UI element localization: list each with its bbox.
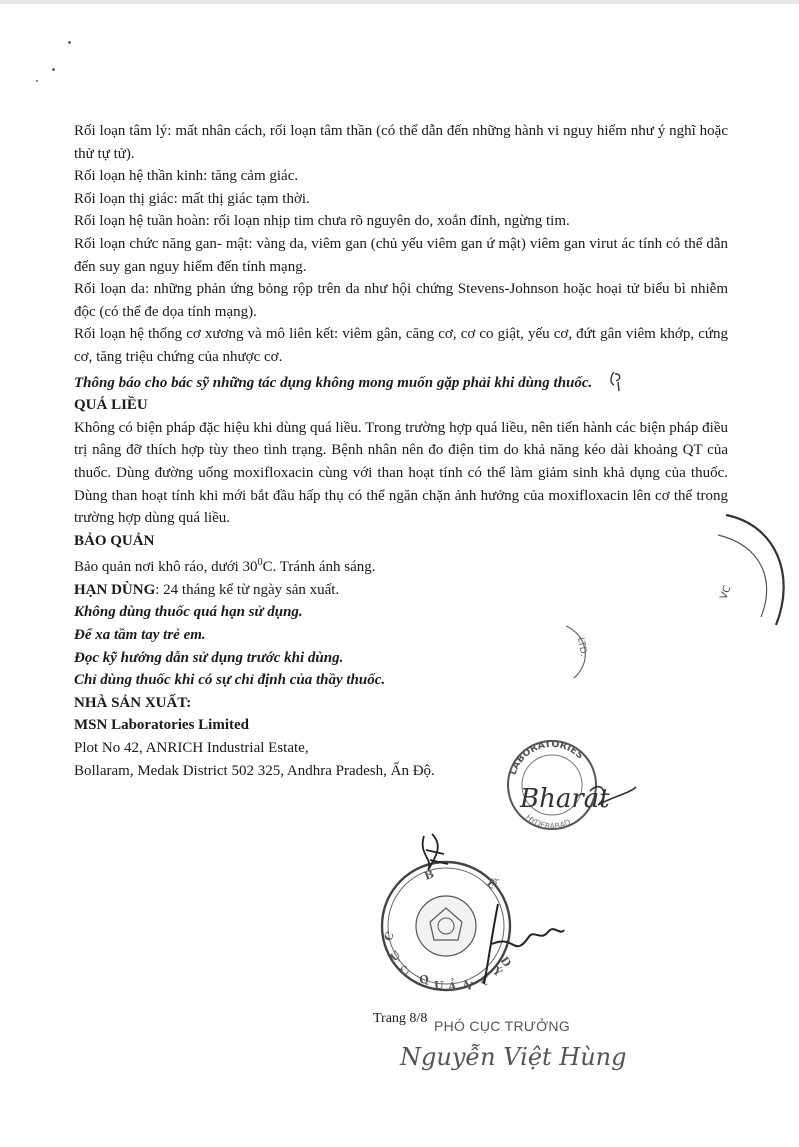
svg-text:Ế: Ế (484, 876, 499, 892)
side-effect-liver: Rối loạn chức năng gan- mật: vàng da, viêm gan (chủ yếu viêm gan ứ mật) viêm gan virut ác tính có thể dẫn đến suy gan nguy hiểm đến tính mạng. (74, 235, 728, 275)
manufacturer-heading: NHÀ SẢN XUẤT: (74, 694, 192, 711)
svg-text:LTD.: LTD. (575, 636, 589, 658)
svg-text:B: B (422, 867, 436, 883)
svg-text:C: C (381, 929, 397, 944)
side-effect-vision: Rối loạn thị giác: mất thị giác tạm thời. (74, 190, 310, 207)
scan-speck (68, 41, 71, 44)
manufacturer-address-2: Bollaram, Medak District 502 325, Andhra Pradesh, Ấn Độ. (74, 762, 435, 779)
document-body (74, 120, 728, 782)
warning-expired: Không dùng thuốc quá hạn sử dụng. (74, 604, 303, 621)
manufacturer-name: MSN Laboratories Limited (74, 717, 249, 734)
svg-text:N: N (461, 978, 474, 994)
svg-text:Q: Q (418, 972, 430, 987)
svg-text:VC: VC (718, 584, 734, 602)
expiry-label: HẠN DÙNG (74, 581, 156, 598)
initials-mark-icon (606, 369, 630, 393)
side-effect-skin: Rối loạn da: những phản ứng bỏng rộp trên da như hội chứng Stevens-Johnson hoặc hoại tử biểu bì nhiễm độc (có thể đe dọa tính mạng). (74, 281, 728, 320)
svg-text:U: U (434, 979, 444, 992)
page-number: Trang 8/8 (373, 1011, 428, 1026)
storage-heading: BẢO QUẢN (74, 532, 155, 549)
signer-title: PHÓ CỤC TRƯỞNG (434, 1018, 571, 1034)
svg-text:HYDERABAD: HYDERABAD (523, 812, 573, 832)
svg-text:LABORATORIES: LABORATORIES (507, 738, 586, 777)
svg-text:Bharat: Bharat (520, 784, 610, 814)
overdose-text: Không có biện pháp đặc hiệu khi dùng quá liều. Trong trường hợp quá liều, nên tiến hành các biện pháp điều trị nâng đỡ thích hợp tùy theo tình trạng. Bệnh nhân nên đo điện tim do khả năng kéo dài khoảng QT của thuốc. Dùng đường uống moxifloxacin cùng với than hoạt tính có thể làm giảm sinh khả dụng của thuốc. Dùng than hoạt tính khi mới bắt đầu hấp thụ có thể ngăn chặn ảnh hưởng của moxifloxacin lên cơ thể trong trường hợp dùng quá liều. (74, 419, 728, 527)
scan-edge (0, 0, 799, 4)
warning-read-instructions: Đọc kỹ hướng dẫn sử dụng trước khi dùng. (74, 649, 344, 666)
official-seal-icon (368, 824, 568, 999)
svg-text:Ý: Ý (490, 964, 505, 980)
svg-text:L: L (478, 973, 492, 989)
side-effect-circulatory: Rối loạn hệ tuần hoàn: rối loạn nhịp tim chưa rõ nguyên do, xoắn đỉnh, ngừng tim. (74, 213, 570, 230)
warning-children: Để xa tầm tay trẻ em. (74, 627, 206, 644)
scan-speck (36, 80, 38, 82)
margin-seal-icon (706, 505, 799, 645)
scan-speck (52, 68, 55, 71)
margin-seal-fragment-icon (562, 622, 596, 682)
svg-text:C: C (397, 963, 412, 979)
side-effect-nervous: Rối loạn hệ thần kinh: tăng cảm giác. (74, 168, 299, 185)
notify-doctor-notice: Thông báo cho bác sỹ những tác dụng không mong muốn gặp phải khi dùng thuốc. (74, 369, 728, 395)
overdose-heading: QUÁ LIỀU (74, 397, 148, 414)
svg-text:D: D (497, 954, 514, 970)
storage-text: Bảo quản nơi khô ráo, dưới $30^0C$. Tránh ánh sáng. (74, 557, 376, 576)
side-effect-psychiatric: Rối loạn tâm lý: mất nhân cách, rối loạn tâm thần (có thể dẫn đến những hành vi nguy hiểm như ý nghĩ hoặc thử tự tử). (74, 123, 728, 162)
manufacturer-address-1: Plot No 42, ANRICH Industrial Estate, (74, 740, 309, 757)
expiry-line: HẠN DÙNG: 24 tháng kể từ ngày sản xuất. (74, 581, 340, 598)
signer-name-signature: Nguyễn Việt Hùng (400, 1043, 627, 1071)
svg-text:Ụ: Ụ (387, 948, 404, 965)
svg-text:Ả: Ả (448, 980, 457, 993)
side-effect-musculoskeletal: Rối loạn hệ thống cơ xương và mô liên kết: viêm gân, căng cơ, cơ co giật, yếu cơ, đứt gân viêm khớp, cứng cơ, tăng triệu chứng của nhược cơ. (74, 326, 728, 365)
warning-prescription: Chỉ dùng thuốc khi có sự chỉ định của thầy thuốc. (74, 672, 386, 689)
